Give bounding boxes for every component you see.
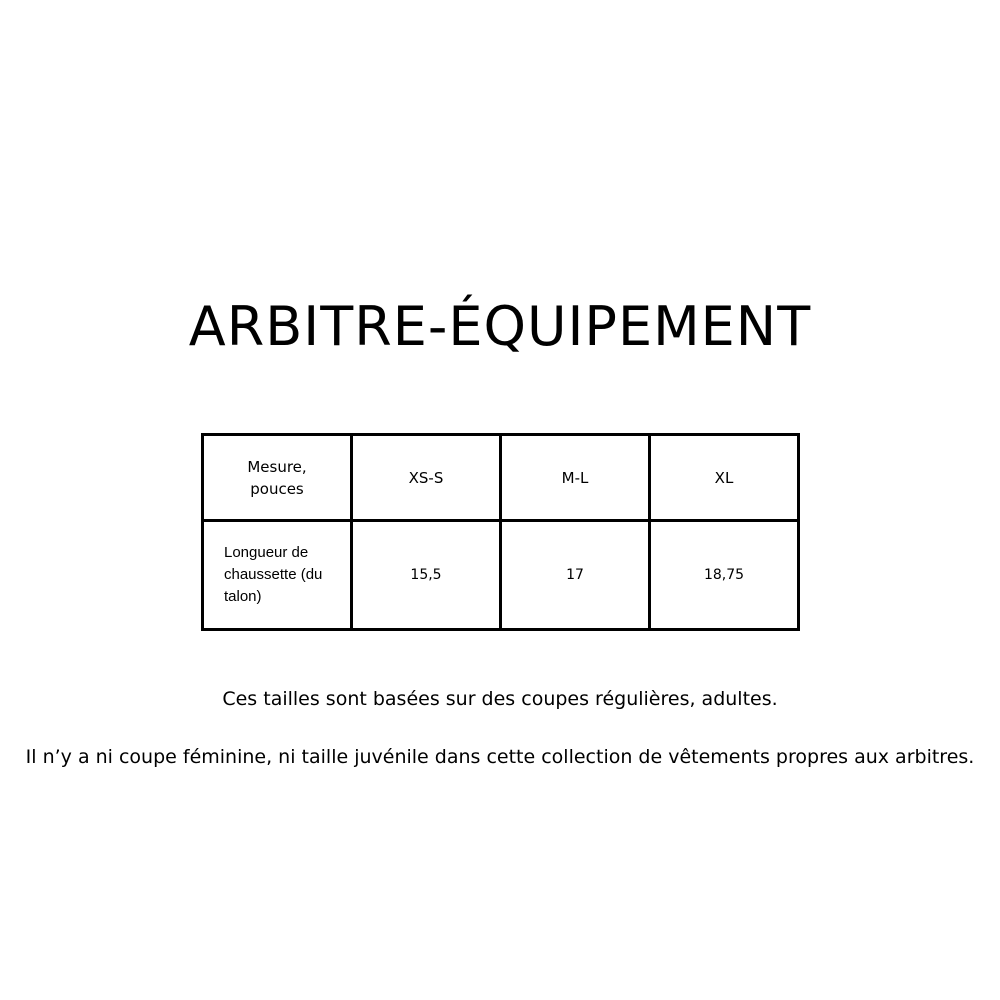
size-chart-table [201, 433, 800, 631]
header-cell-xl: XL [650, 435, 799, 521]
fit-note: Ces tailles sont basées sur des coupes régulières, adultes. [222, 688, 778, 710]
page-title: ARBITRE-ÉQUIPEMENT [188, 295, 812, 358]
collection-note: Il n’y a ni coupe féminine, ni taille juvénile dans cette collection de vêtements propres aux arbitres. [25, 746, 975, 768]
header-cell-measure: Mesure, pouces [203, 435, 352, 521]
header-cell-m-l: M-L [501, 435, 650, 521]
table-row [203, 521, 799, 630]
table-header-row [203, 435, 799, 521]
cell-xs-s-value: 15,5 [352, 521, 501, 630]
header-cell-xs-s: XS-S [352, 435, 501, 521]
row-label-sock-length: Longueur de chaussette (du talon) [203, 521, 352, 630]
cell-xl-value: 18,75 [650, 521, 799, 630]
cell-m-l-value: 17 [501, 521, 650, 630]
